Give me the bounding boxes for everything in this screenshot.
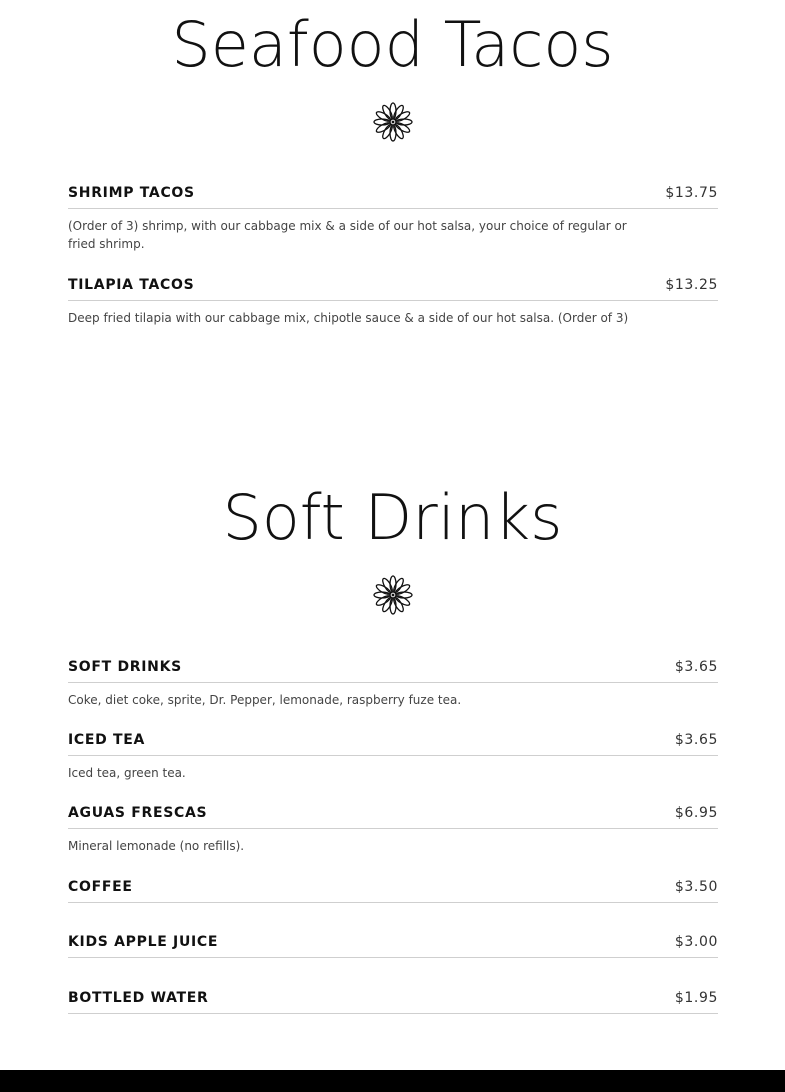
menu-item-tilapia-tacos: [68, 277, 718, 327]
menu-item-kids-apple-juice: [68, 934, 718, 958]
item-header: [68, 185, 718, 209]
item-header: [68, 277, 718, 301]
item-name: BOTTLED WATER: [68, 990, 209, 1006]
item-description: Iced tea, green tea.: [68, 766, 186, 780]
section-seafood-tacos: [0, 8, 785, 142]
item-header: [68, 934, 718, 958]
item-name: COFFEE: [68, 879, 133, 895]
section-title: Seafood Tacos: [171, 8, 614, 81]
item-price: $3.65: [674, 732, 718, 748]
item-header: [68, 879, 718, 903]
flower-ornament-icon: [373, 575, 413, 615]
footer-bar: [0, 1070, 785, 1092]
item-header: [68, 659, 718, 683]
item-header: [68, 990, 718, 1014]
menu-item-shrimp-tacos: [68, 185, 718, 253]
flower-ornament-icon: [373, 102, 413, 142]
item-name: ICED TEA: [68, 732, 146, 748]
section-soft-drinks: [0, 481, 785, 615]
item-header: [68, 805, 718, 829]
item-price: $1.95: [674, 990, 718, 1006]
item-price: $3.50: [674, 879, 718, 895]
item-description: Coke, diet coke, sprite, Dr. Pepper, lemonade, raspberry fuze tea.: [68, 693, 462, 707]
menu-item-iced-tea: [68, 732, 718, 782]
menu-item-soft-drinks: [68, 659, 718, 709]
item-description: (Order of 3) shrimp, with our cabbage mix & a side of our hot salsa, your choice of regular or fried shrimp.: [68, 219, 627, 251]
item-name: SHRIMP TACOS: [68, 185, 195, 201]
menu-item-bottled-water: [68, 990, 718, 1014]
item-name: TILAPIA TACOS: [68, 277, 195, 293]
menu-item-aguas-frescas: [68, 805, 718, 855]
item-header: [68, 732, 718, 756]
item-price: $13.75: [665, 185, 718, 201]
menu-item-coffee: [68, 879, 718, 903]
section-title: Soft Drinks: [222, 481, 563, 554]
item-name: SOFT DRINKS: [68, 659, 182, 675]
item-description: Mineral lemonade (no refills).: [68, 839, 245, 853]
item-name: AGUAS FRESCAS: [68, 805, 208, 821]
item-description: Deep fried tilapia with our cabbage mix, chipotle sauce & a side of our hot salsa. (Order of 3): [68, 311, 629, 325]
item-price: $3.00: [674, 934, 718, 950]
item-price: $6.95: [674, 805, 718, 821]
item-price: $3.65: [674, 659, 718, 675]
item-name: KIDS APPLE JUICE: [68, 934, 219, 950]
item-price: $13.25: [665, 277, 718, 293]
